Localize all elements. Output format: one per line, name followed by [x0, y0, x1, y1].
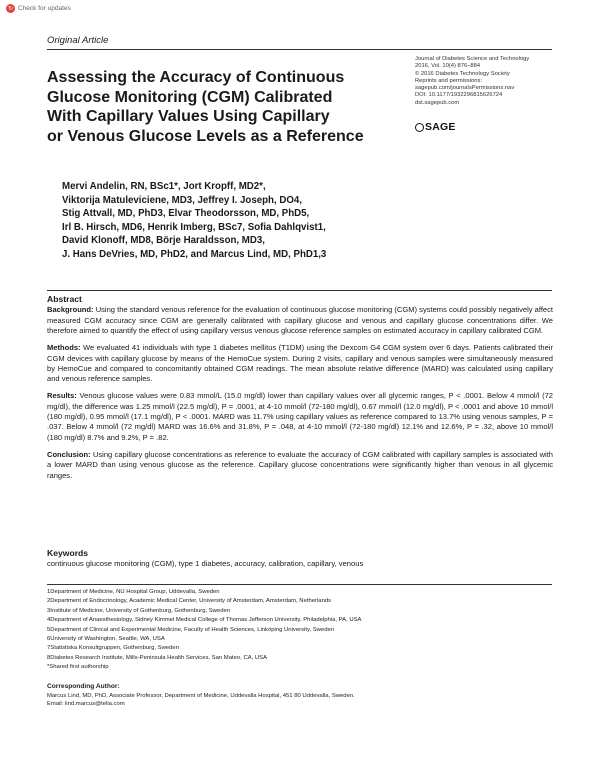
abstract-heading: Abstract [47, 294, 82, 304]
affiliations-divider [47, 584, 552, 585]
author-line: Viktorija Matuleviciene, MD3, Jeffrey I. Joseph, DO4, [62, 194, 302, 206]
affiliation-item: 8Diabetes Research Institute, Mills-Peninsula Health Services, San Mateo, CA, USA [47, 654, 268, 661]
affiliations [47, 588, 553, 673]
section-label: Background: [47, 305, 94, 315]
header-divider [47, 49, 552, 50]
title-line: Glucose Monitoring (CGM) Calibrated [47, 88, 333, 106]
journal-doi[interactable]: DOI: 10.1177/1932296815626724 [415, 92, 503, 99]
corresponding-heading: Corresponding Author: [47, 683, 120, 690]
badge-label: Check for updates [18, 5, 71, 12]
section-text: Using the standard venous reference for the evaluation of continuous glucose monitoring (CGM) systems could possibly negatively affect measured CGM accuracy since CGM are generally calibrated with capillary glucose and venous and capillary glucose concentrations differ. We therefore aimed to quantify the effect of using capillary versus venous glucose reference samples on estimated accuracy in capillary calibrated CGM. [47, 305, 553, 336]
publisher-name: SAGE [425, 121, 456, 133]
abstract-background [47, 305, 553, 336]
affiliation-item: 1Department of Medicine, NU Hospital Group, Uddevalla, Sweden [47, 589, 220, 595]
abstract-conclusion [47, 450, 553, 481]
journal-site-link[interactable]: dst.sagepub.com [415, 99, 460, 106]
section-label: Results: [47, 391, 77, 401]
author-line: David Klonoff, MD8, Börje Haraldsson, MD3, [62, 235, 265, 247]
title-line: With Capillary Values Using Capillary [47, 108, 330, 125]
author-line: Irl B. Hirsch, MD6, Henrik Imberg, BSc7, Sofia Dahlqvist1, [62, 221, 326, 233]
affiliation-item: 4Department of Anaesthesiology, Sidney Kimmel Medical College of Thomas Jefferson University, Philadelphia, PA, USA [47, 617, 362, 624]
keywords-text: continuous glucose monitoring (CGM), type 1 diabetes, accuracy, calibration, capillary, venous [47, 559, 364, 568]
affiliation-item: *Shared first authorship [47, 664, 109, 671]
affiliation-item: 6University of Washington, Seattle, WA, USA [47, 636, 165, 643]
article-type: Original Article [47, 35, 109, 46]
section-label: Conclusion: [47, 449, 91, 459]
corresponding-address: Marcus Lind, MD, PhD, Associate Professor, Department of Medicine, Uddevalla Hospital, 451 80 Uddevalla, Sweden. [47, 693, 355, 700]
corresponding-email[interactable]: Email: lind.marcus@telia.com [47, 701, 125, 708]
abstract-results [47, 391, 553, 443]
abstract-divider [47, 290, 552, 291]
sage-logo-icon [415, 123, 424, 132]
author-line: Stig Attvall, MD, PhD3, Elvar Theodorsson, MD, PhD5, [62, 208, 310, 220]
author-list [62, 180, 422, 262]
journal-copyright: © 2016 Diabetes Technology Society [415, 70, 510, 77]
title-line: or Venous Glucose Levels as a Reference [47, 127, 364, 145]
section-text: We evaluated 41 individuals with type 1 diabetes mellitus (T1DM) using the Dexcom G4 CGM system over 6 days. Patients calibrated their CGM devices with capillary glucose by means of the HemoCue system. During 2 visits, capillary and venous samples were simultaneously measured by HemoCue and compared to concomitantly obtained CGM readings. The mean absolute relative difference (MARD) was calculated using capillary and venous reference samples. [47, 343, 553, 384]
affiliation-item: 7Statistiska Konsultgruppen, Gothenburg, Sweden [47, 645, 179, 652]
refresh-icon: ↻ [7, 6, 14, 12]
section-label: Methods: [47, 343, 81, 353]
section-text: Using capillary glucose concentrations as reference to evaluate the accuracy of CGM calibrated with capillary samples is associated with a lower MARD than using venous glucose as the reference. Capillary glucose concentrations were significantly higher than venous in all glycemic ranges. [47, 449, 553, 480]
section-text: Venous glucose values were 0.83 mmol/L (15.0 mg/dl) lower than capillary values over all glycemic ranges, P < .0001. Below 4 mmol/l (72 mg/dl), the difference was 1.25 mmol/l (22.5 mg/dl), P = .0001, at 4-10 mmol/l (72-180 mg/dl), 0.67 mmol/l (12.0 mg/dl), P < .0001 and above 10 mmol/l (180 mg/dl), 0.95 mmol/l (17.1 mg/dl), P < .0001. MARD was 11.7% using capillary values as reference compared to 13.7% using venous samples, P = .037. Below 4 mmol/l (72 mg/dl) MARD was 16.6% and 31.8%, P = .048, at 4-10 mmol/l (72-180 mg/dl) 12.1% and 12.6%, P = .32, above 10 mmol/l (180 mg/dl) 8.7% and 9.2%, P = .82. [47, 391, 553, 442]
title-line: Assessing the Accuracy of Continuous [47, 69, 345, 86]
affiliation-item: 2Department of Endocrinology, Academic Medical Center, University of Amsterdam, Amsterdam, Netherlands [47, 598, 332, 605]
article-title [47, 68, 387, 146]
abstract-methods [47, 343, 553, 385]
corresponding-author [47, 683, 553, 709]
publisher-logo [415, 121, 456, 133]
abstract [47, 294, 553, 488]
affiliation-item: 5Department of Clinical and Experimental Medicine, Faculty of Health Sciences, Linköping University, Sweden [47, 626, 335, 633]
journal-name: Journal of Diabetes Science and Technology [415, 56, 530, 62]
author-line: J. Hans DeVries, MD, PhD2, and Marcus Lind, MD, PhD1,3 [62, 248, 327, 260]
check-for-updates-badge[interactable] [6, 4, 71, 13]
journal-reprints: Reprints and permissions: [415, 77, 483, 84]
journal-volume: 2016, Vol. 10(4) 876–884 [415, 63, 481, 70]
keywords-heading: Keywords [47, 548, 89, 558]
keywords [47, 548, 553, 569]
author-line: Mervi Andelin, RN, BSc1*, Jort Kropff, MD2*, [62, 181, 266, 192]
journal-permissions-link[interactable]: sagepub.com/journalsPermissions.nav [415, 85, 515, 92]
journal-info [415, 56, 565, 107]
affiliation-item: 3Institute of Medicine, University of Gothenburg, Gothenburg, Sweden [47, 607, 231, 614]
